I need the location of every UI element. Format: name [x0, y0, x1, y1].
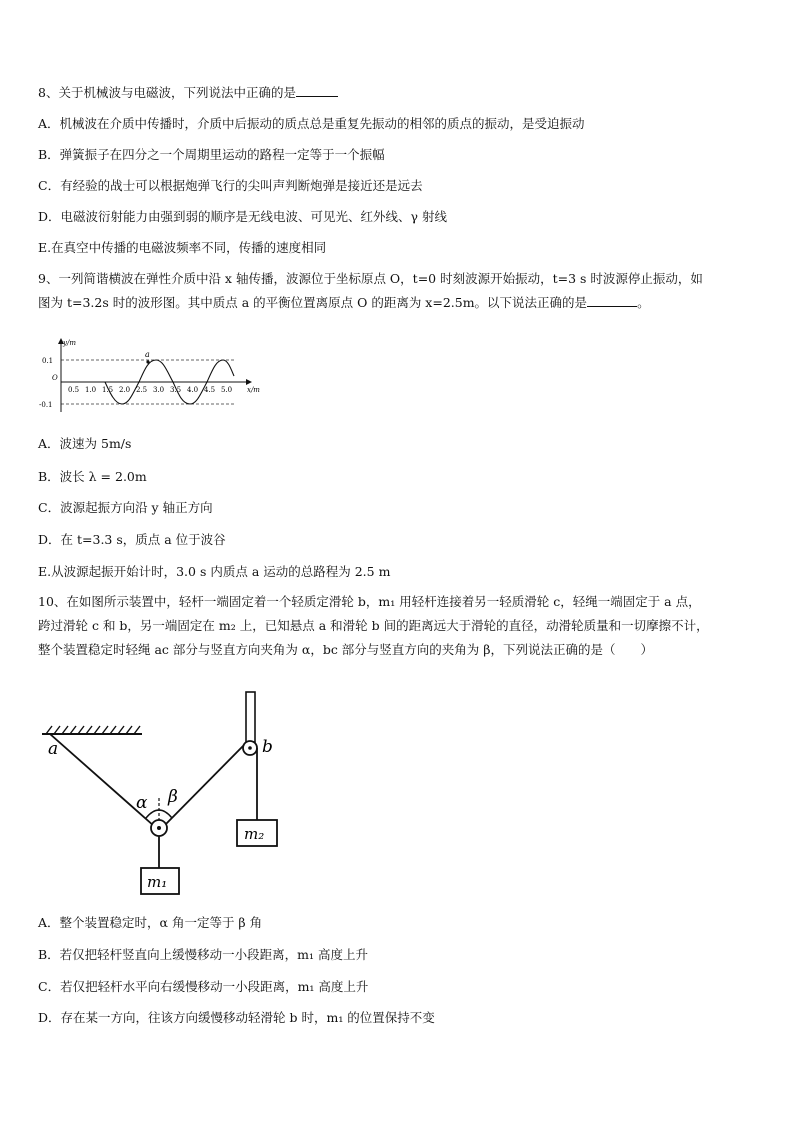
x-tick-label: 0.5 — [68, 386, 80, 394]
y-axis-label: y/m — [63, 339, 76, 347]
label-b: b — [262, 737, 273, 757]
x-axis-arrow — [246, 379, 252, 385]
ceiling-hatching — [46, 726, 140, 734]
y-tick-top: 0.1 — [42, 357, 54, 365]
label-m2: m₂ — [244, 825, 265, 843]
y-tick-bottom: -0.1 — [39, 401, 53, 409]
q9-option-a: A．波速为 5m/s — [38, 436, 132, 451]
rope-cb — [164, 745, 244, 826]
q8-option-b: B．弹簧振子在四分之一个周期里运动的路程一定等于一个振幅 — [38, 147, 385, 162]
q8-stem: 8、关于机械波与电磁波，下列说法中正确的是 — [38, 84, 338, 101]
rod — [246, 692, 255, 742]
x-tick-label: 3.0 — [153, 386, 165, 394]
q9-option-e: E.从波源起振开始计时，3.0 s 内质点 a 运动的总路程为 2.5 m — [38, 564, 391, 579]
q9-option-b: B．波长 λ = 2.0m — [38, 469, 147, 484]
x-tick-label: 4.0 — [187, 386, 199, 394]
x-tick-label: 1.0 — [85, 386, 97, 394]
q9-option-c: C．波源起振方向沿 y 轴正方向 — [38, 500, 213, 515]
q8-option-a: A．机械波在介质中传播时，介质中后振动的质点总是重复先振动的相邻的质点的振动，是受迫振动 — [38, 116, 585, 131]
label-alpha: α — [136, 793, 148, 813]
x-tick-label: 3.5 — [170, 386, 182, 394]
x-tick-label: 1.5 — [102, 386, 114, 394]
wave-graph — [38, 336, 278, 416]
q8-option-e: E.在真空中传播的电磁波频率不同，传播的速度相同 — [38, 240, 327, 255]
x-axis-label: x/m — [247, 386, 260, 394]
pulley-c-axle — [157, 826, 161, 830]
origin-label: O — [52, 374, 58, 382]
x-tick-labels — [68, 386, 232, 394]
q10-option-b: B．若仅把轻杆竖直向上缓慢移动一小段距离，m₁ 高度上升 — [38, 947, 369, 962]
q10-stem: 10、在如图所示装置中，轻杆一端固定着一个轻质定滑轮 b，m₁ 用轻杆连接着另一轻质滑轮 c，轻绳一端固定于 a 点， 跨过滑轮 c 和 b，另一端固定在 m₂ 上，已知悬点 a 和滑轮 b 间的距离远大于滑轮的直径，动滑轮质量和一切摩擦不计， 整个装置稳定时轻绳 ac 部分与竖直方向夹角为 α，bc 部分与竖直方向的夹角为 β，下列说法正确的是（ ） — [38, 594, 709, 657]
q8-option-d: D．电磁波衍射能力由强到弱的顺序是无线电波、可见光、红外线、γ 射线 — [38, 209, 447, 224]
pulley-diagram — [38, 690, 298, 900]
x-tick-label: 4.5 — [204, 386, 216, 394]
x-tick-label: 2.0 — [119, 386, 131, 394]
x-tick-label: 5.0 — [221, 386, 233, 394]
q10-option-d: D．存在某一方向，往该方向缓慢移动轻滑轮 b 时，m₁ 的位置保持不变 — [38, 1010, 435, 1025]
pulley-b-axle — [248, 746, 252, 750]
x-tick-label: 2.5 — [136, 386, 148, 394]
point-a-label: a — [145, 350, 150, 359]
label-beta: β — [168, 787, 178, 807]
q10-option-c: C．若仅把轻杆水平向右缓慢移动一小段距离，m₁ 高度上升 — [38, 979, 369, 994]
label-a: a — [48, 739, 59, 759]
q10-option-a: A．整个装置稳定时，α 角一定等于 β 角 — [38, 915, 263, 930]
label-m1: m₁ — [147, 873, 168, 891]
q9-option-d: D．在 t=3.3 s，质点 a 位于波谷 — [38, 532, 226, 547]
point-a-marker — [146, 360, 149, 363]
q8-option-c: C．有经验的战士可以根据炮弹飞行的尖叫声判断炮弹是接近还是远去 — [38, 178, 423, 193]
q9-stem: 9、一列简谐横波在弹性介质中沿 x 轴传播，波源位于坐标原点 O，t=0 时刻波源开始振动，t=3 s 时波源停止振动，如 图为 t=3.2s 时的波形图。其中质点 a 的平衡位置离原点 O 的距离为 x=2.5m。以下说法正确的是 。 — [38, 271, 703, 310]
answer-blank — [587, 294, 637, 307]
answer-blank — [296, 84, 338, 97]
